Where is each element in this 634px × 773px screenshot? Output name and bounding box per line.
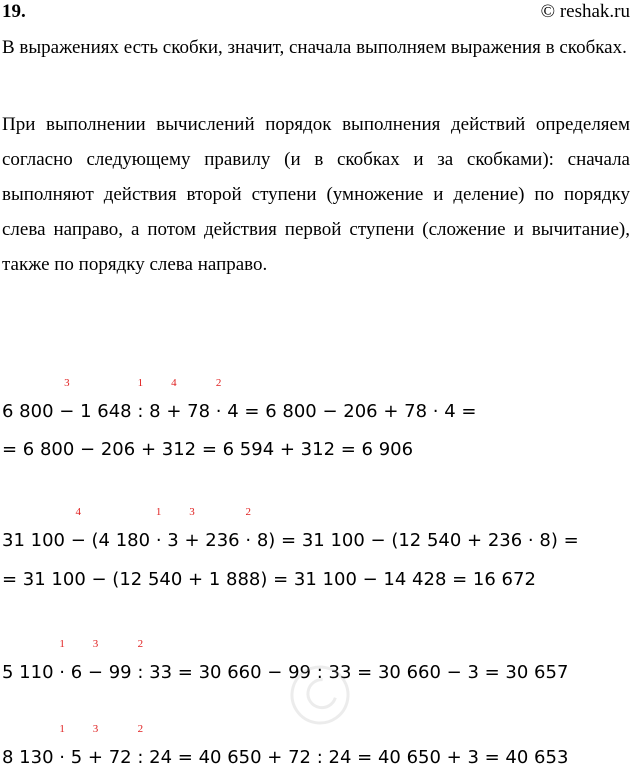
op-divide: : 2: [137, 723, 144, 768]
op-multiply: · 1: [59, 723, 65, 768]
op-minus: − 4: [70, 506, 86, 551]
order-mark: 3: [64, 377, 70, 389]
header: [0, 0, 634, 24]
op-multiply: · 1: [155, 506, 162, 551]
order-mark: 2: [137, 638, 144, 650]
order-mark: 1: [137, 377, 144, 389]
example2-line1: 31 100 − 4 (4 180 · 1 3 + 3 236 · 2 8) = 31 100 − (12 540 + 236 · 8) =: [2, 528, 579, 554]
example1-line2: = 6 800 − 206 + 312 = 6 594 + 312 = 6 906: [2, 439, 414, 460]
op-divide: : 1: [137, 377, 144, 422]
op-plus: + 3: [184, 506, 200, 551]
example3-line: 5 110 · 1 6 − 3 99 : 2 33 = 30 660 − 99 : 33 = 30 660 − 3 = 30 657: [2, 660, 568, 686]
example2-line2: = 31 100 − (12 540 + 1 888) = 31 100 − 14 428 = 16 672: [2, 569, 536, 590]
intro-paragraph: В выражениях есть скобки, значит, сначала выполняем выражения в скобках.: [2, 37, 627, 58]
op-multiply: · 2: [215, 377, 222, 422]
watermark-text: © reshak.ru: [540, 1, 630, 22]
order-mark: 1: [59, 638, 65, 650]
order-mark: 1: [59, 723, 65, 735]
copyright-stamp-icon: [225, 630, 415, 760]
op-multiply: · 1: [59, 638, 65, 683]
order-mark: 4: [171, 377, 177, 389]
op-minus: − 3: [59, 377, 75, 422]
op-divide: : 2: [137, 638, 144, 683]
order-mark: 4: [75, 506, 82, 518]
task-number: 19.: [2, 1, 26, 22]
rule-paragraph: При выполнении вычислений порядок выполнения действий определяем согласно следующему правилу (и в скобках и за скобками): сначала выполняют действия второй ступени (умножение и деление) по порядку слева направо, а потом действия первой ступени (сложение и вычитание), также по порядку слева направо.: [2, 114, 630, 275]
op-plus: + 3: [87, 723, 103, 768]
op-multiply: · 2: [245, 506, 252, 551]
order-mark: 3: [189, 506, 195, 518]
op-plus: + 4: [166, 377, 182, 422]
order-mark: 3: [92, 723, 99, 735]
order-mark: 2: [137, 723, 144, 735]
example4-line: 8 130 · 1 5 + 3 72 : 2 24 = 40 650 + 72 : 24 = 40 650 + 3 = 40 653: [2, 745, 568, 771]
order-mark: 2: [215, 377, 222, 389]
order-mark: 2: [245, 506, 251, 518]
example1-line1: 6 800 − 3 1 648 : 1 8 + 4 78 · 2 4 = 6 800 − 206 + 78 · 4 =: [2, 399, 476, 425]
order-mark: 3: [92, 638, 99, 650]
order-mark: 1: [155, 506, 162, 518]
op-minus: − 3: [87, 638, 103, 683]
